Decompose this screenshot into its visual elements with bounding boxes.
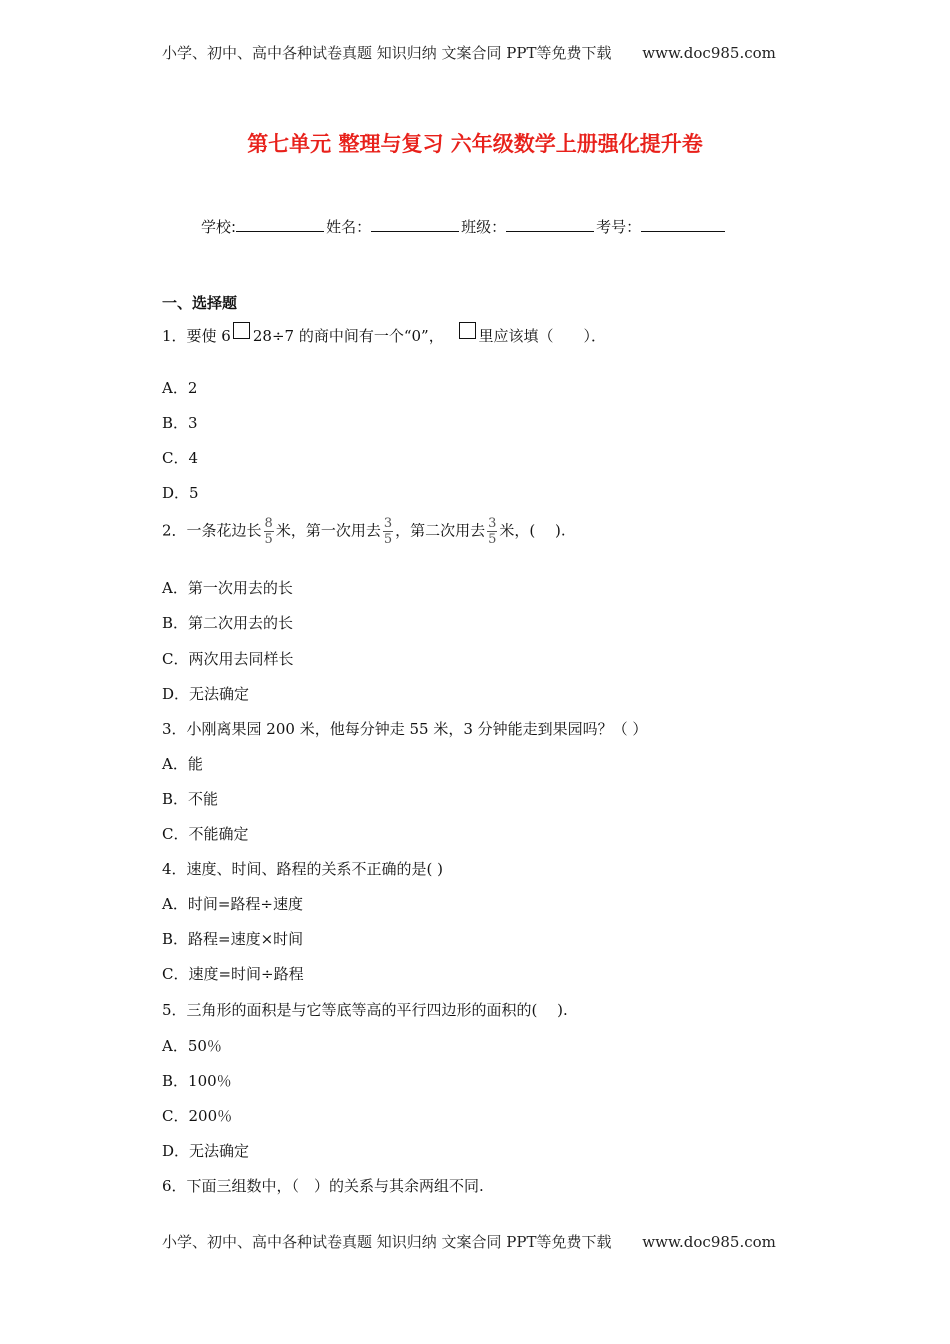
q2-t2: ，第二次用去 bbox=[395, 521, 486, 540]
class-label: 班级： bbox=[461, 218, 507, 236]
class-blank[interactable] bbox=[506, 217, 594, 232]
student-info bbox=[201, 216, 727, 237]
header-text: 小学、初中、高中各种试卷真题 知识归纳 文案合同 PPT等免费下载 bbox=[162, 44, 612, 62]
q3-option-b[interactable]: B．不能 bbox=[162, 790, 219, 808]
q1-pre: 1．要使 6 bbox=[162, 327, 231, 345]
number-blank[interactable] bbox=[641, 217, 725, 232]
school-blank[interactable] bbox=[236, 217, 324, 232]
blank-box-icon bbox=[233, 322, 250, 339]
school-label: 学校: bbox=[201, 218, 237, 236]
q1-option-c[interactable]: C．4 bbox=[162, 449, 199, 467]
page-title: 第七单元 整理与复习 六年级数学上册强化提升卷 bbox=[247, 132, 703, 156]
q2-t3: 米，( ). bbox=[499, 521, 566, 540]
fraction-num: 3 bbox=[383, 516, 393, 531]
q4-option-b[interactable]: B．路程=速度×时间 bbox=[162, 930, 304, 948]
q2-t1: 米，第一次用去 bbox=[275, 521, 381, 540]
name-label: 姓名： bbox=[326, 218, 372, 236]
footer-site[interactable]: www.doc985.com bbox=[642, 1233, 776, 1251]
name-blank[interactable] bbox=[371, 217, 459, 232]
fraction-num: 8 bbox=[264, 516, 273, 531]
question-3: 3．小刚离果园 200 米，他每分钟走 55 米，3 分钟能走到果园吗？（ ） bbox=[162, 720, 648, 738]
q1-option-d[interactable]: D．5 bbox=[162, 484, 199, 502]
q1-mid: 28÷7 的商中间有一个“0”， bbox=[252, 327, 444, 345]
q3-option-c[interactable]: C．不能确定 bbox=[162, 825, 249, 843]
q2-option-b[interactable]: B．第二次用去的长 bbox=[162, 614, 294, 632]
q4-option-a[interactable]: A．时间=路程÷速度 bbox=[162, 895, 303, 913]
question-2 bbox=[162, 516, 566, 547]
page-header bbox=[162, 42, 776, 63]
fraction-den: 5 bbox=[383, 532, 393, 547]
q2-option-c[interactable]: C．两次用去同样长 bbox=[162, 650, 294, 668]
fraction bbox=[264, 516, 274, 547]
q4-option-c[interactable]: C．速度=时间÷路程 bbox=[162, 965, 304, 983]
q1-option-b[interactable]: B．3 bbox=[162, 414, 198, 432]
header-site[interactable]: www.doc985.com bbox=[642, 44, 776, 62]
q2-pre: 2．一条花边长 bbox=[162, 521, 262, 540]
q5-option-b[interactable]: B．100％ bbox=[162, 1072, 232, 1090]
fraction-den: 5 bbox=[264, 532, 273, 547]
question-6: 6．下面三组数中，（ ）的关系与其余两组不同. bbox=[162, 1177, 484, 1195]
question-4: 4．速度、时间、路程的关系不正确的是( ) bbox=[162, 860, 444, 878]
blank-box-icon bbox=[459, 322, 476, 339]
section-heading: 一、选择题 bbox=[162, 294, 238, 312]
fraction bbox=[487, 516, 497, 547]
q3-option-a[interactable]: A．能 bbox=[162, 755, 203, 773]
q2-option-d[interactable]: D．无法确定 bbox=[162, 685, 250, 703]
q1-option-a[interactable]: A．2 bbox=[162, 379, 198, 397]
question-1 bbox=[162, 322, 606, 346]
q5-option-d[interactable]: D．无法确定 bbox=[162, 1142, 250, 1160]
fraction-num: 3 bbox=[488, 516, 497, 531]
question-5: 5．三角形的面积是与它等底等高的平行四边形的面积的( ). bbox=[162, 1001, 568, 1019]
footer-text: 小学、初中、高中各种试卷真题 知识归纳 文案合同 PPT等免费下载 bbox=[162, 1233, 612, 1251]
fraction bbox=[383, 516, 393, 547]
number-label: 考号： bbox=[596, 218, 642, 236]
q2-option-a[interactable]: A．第一次用去的长 bbox=[162, 579, 293, 597]
fraction-den: 5 bbox=[488, 532, 497, 547]
q1-post: 里应该填（ ）． bbox=[478, 327, 607, 345]
page-footer bbox=[162, 1231, 776, 1252]
q5-option-c[interactable]: C．200％ bbox=[162, 1107, 233, 1125]
q5-option-a[interactable]: A．50％ bbox=[162, 1037, 222, 1055]
